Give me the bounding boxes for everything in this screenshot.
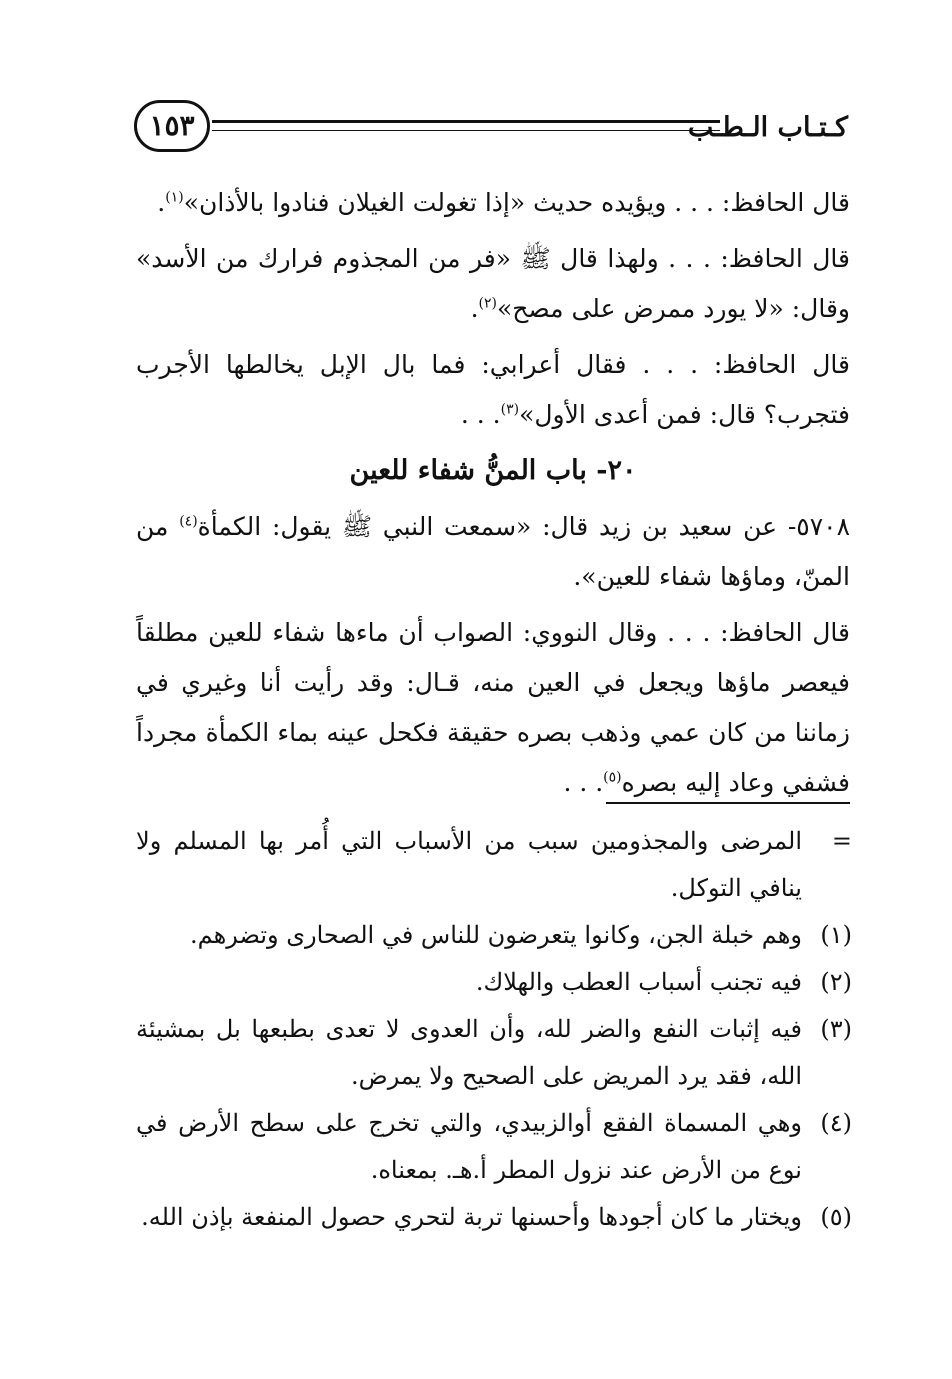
footnote-separator — [606, 802, 850, 804]
footnote-5 — [136, 1194, 852, 1241]
footnote-continuation — [136, 818, 852, 912]
footnotes — [136, 818, 852, 1241]
footnote-text: المرضى والمجذومين سبب من الأسباب التي أُمر بها المسلم ولا ينافي التوكل. — [136, 827, 802, 902]
footnote-text: وهم خبلة الجن، وكانوا يتعرضون للناس في الصحارى وتضرهم. — [190, 921, 802, 949]
paragraph-2: قال الحافظ: . . . ولهذا قال ﷺ «فر من المجذوم فرارك من الأسد» وقال: «لا يورد ممرض على مصح»$^{(٢)}$. — [136, 244, 850, 323]
chapter-heading: ٢٠- باب المنُّ شفاء للعين — [349, 455, 637, 486]
footnote-mark: (٥) — [820, 1203, 852, 1231]
footnote-mark: (٢) — [820, 968, 852, 996]
footnote-3 — [136, 1006, 852, 1100]
footnote-ref-4: (٤) — [179, 513, 198, 530]
footnote-text: وهي المسماة الفقع أوالزبيدي، والتي تخرج على سطح الأرض في نوع من الأرض عند نزول المطر أ.هـ. بمعناه. — [136, 1109, 802, 1184]
footnote-text: ويختار ما كان أجودها وأحسنها تربة لتحري حصول المنفعة بإذن الله. — [141, 1203, 802, 1231]
hadith-paragraph: ٥٧٠٨- عن سعيد بن زيد قال: «سمعت النبي ﷺ يقول: الكمأة$^{(٤)}$ من المنّ، وماؤها شفاء للعين». — [136, 512, 850, 591]
footnote-ref-3: (٣) — [500, 401, 520, 418]
footnote-mark: (٤) — [820, 1109, 852, 1137]
page-number: ١٥٣ — [134, 100, 210, 152]
footnote-mark: (٣) — [820, 1015, 852, 1043]
paragraph-4: قال الحافظ: . . . وقال النووي: الصواب أن ماءها شفاء للعين مطلقاً فيعصر ماؤها ويجعل في العين منه، قـال: وقد رأيت أنا وغيري في زماننا من كان عمي وذهب بصره حقيقة فكحل عينه بماء الكمأة مجرداً فشفي وعاد إليه بصره$^{(٥)}$. . . — [136, 618, 850, 797]
footnote-ref-1: (١) — [165, 189, 184, 206]
book-title: كـتـاب الـطـب — [687, 112, 848, 143]
footnote-ref-2: (٢) — [478, 295, 497, 312]
footnote-2 — [136, 959, 852, 1006]
footnote-1 — [136, 912, 852, 959]
footnote-4 — [136, 1100, 852, 1194]
paragraph-3: قال الحافظ: . . . فقال أعرابي: فما بال الإبل يخالطها الأجرب فتجرب؟ قال: فمن أعدى الأول»$^{(٣)}$. . . — [136, 350, 850, 429]
footnote-ref-5: (٥) — [603, 769, 622, 786]
footnote-mark: (١) — [820, 921, 852, 949]
footnote-mark: = — [831, 827, 852, 855]
header-rule — [212, 120, 720, 131]
page-header — [134, 98, 848, 160]
footnote-text: فيه تجنب أسباب العطب والهلاك. — [475, 968, 802, 996]
paragraph-1: قال الحافظ: . . . ويؤيده حديث «إذا تغولت الغيلان فنادوا بالأذان»$^{(١)}$. — [157, 188, 850, 217]
main-text — [136, 178, 850, 814]
footnote-text: فيه إثبات النفع والضر لله، وأن العدوى لا تعدى بطبعها بل بمشيئة الله، فقد يرد المريض على الصحيح ولا يمرض. — [136, 1015, 802, 1090]
